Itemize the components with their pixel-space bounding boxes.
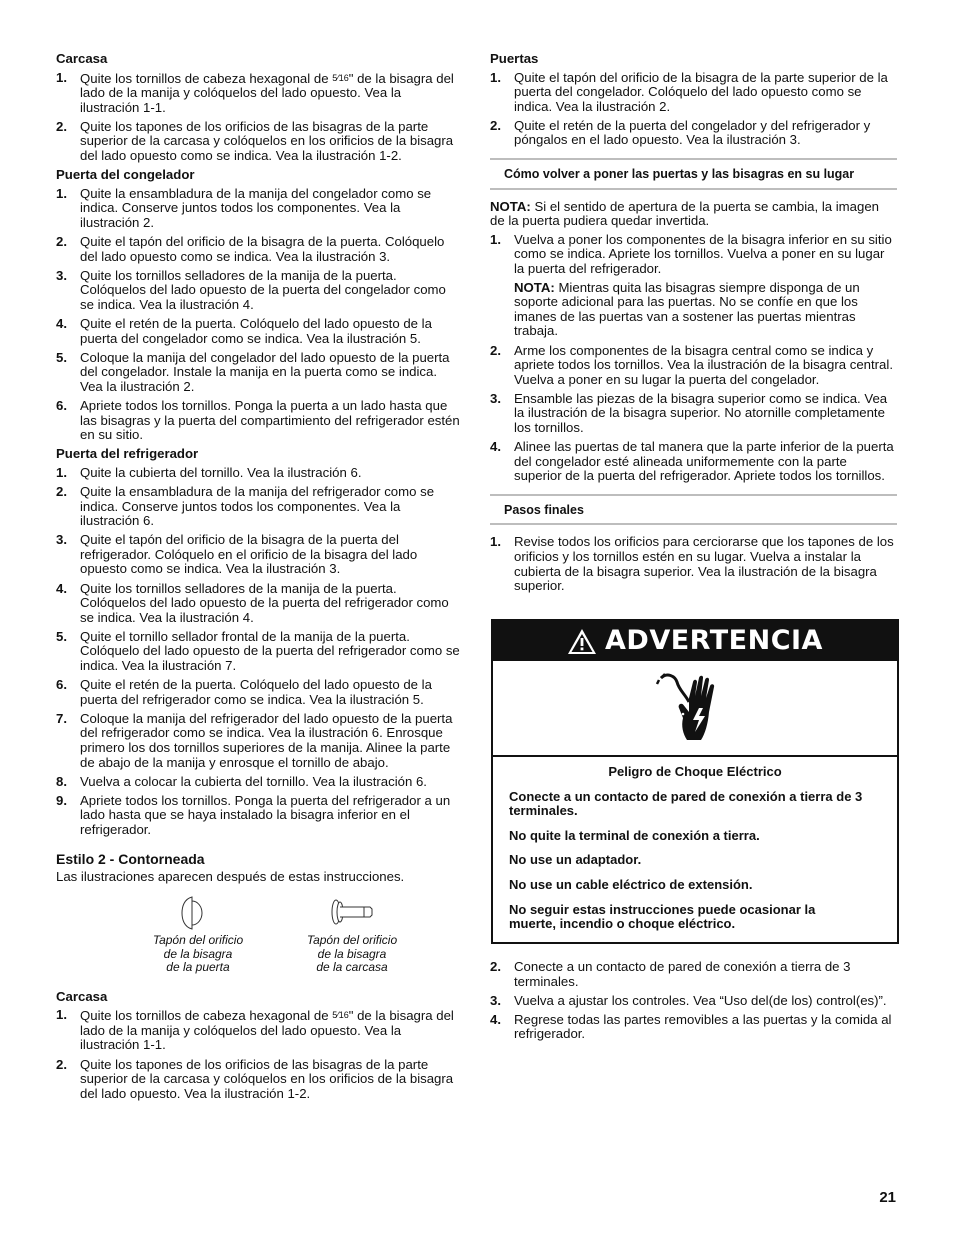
section-heading-carcasa: Carcasa [56,51,108,66]
list-carcasa [56,71,463,164]
list-item: 4. Quite los tornillos selladores de la manija de la puerta. Colóquelos del lado opuesto de la puerta del refrigerador como se indica. Vea la ilustración 4. [56,580,449,625]
list-reinstall [490,233,897,484]
list-item: 8. Vuelva a colocar la cubierta del tornillo. Vea la ilustración 6. [56,773,427,789]
list-puerta-refrigerador [56,466,463,838]
list-item: 6. Quite el retén de la puerta. Colóquelo del lado opuesto de la puerta del refrigerador como se indica. Vea la ilustración 5. [56,677,432,707]
page-number: 21 [879,1189,896,1206]
plug-illustrations [56,895,463,980]
section-heading-puerta-congelador: Puerta del congelador [56,167,195,183]
list-item: 1. Quite los tornillos de cabeza hexagonal de 5⁄16" de la bisagra del lado de la manija y colóquelos del lado opuesto. Vea la ilustración 1-1. [56,1007,454,1053]
left-column [56,52,463,1106]
electric-shock-hand-icon [655,668,735,748]
section-heading-puertas: Puertas [490,51,539,66]
warning-header [493,621,897,661]
list-puerta-congelador [56,187,463,443]
door-plug-icon [178,895,218,931]
list-item: 2. Quite el tapón del orificio de la bisagra de la puerta. Colóquelo del lado opuesto como se indica. Vea la ilustración 3. [56,234,445,264]
warning-title: ADVERTENCIA [605,624,823,656]
list-item: 2. Quite el retén de la puerta del congelador y del refrigerador y póngalos en el lado opuesto. Vea la ilustración 3. [490,117,871,148]
list-item: 3. Vuelva a ajustar los controles. Vea “Uso del(de los) control(es)”. [490,992,887,1008]
section-heading-carcasa-2: Carcasa [56,988,108,1004]
list-final-steps [490,535,897,593]
list-item: 2. Quite la ensambladura de la manija del refrigerador como se indica. Conserve juntos todos los componentes. Vea la ilustración 6. [56,483,435,529]
warning-line: No quite la terminal de conexión a tierra. [509,827,760,843]
list-item: 4. Regrese todas las partes removibles a las puertas y la comida al refrigerador. [490,1011,892,1042]
list-item: 1. Vuelva a poner los componentes de la bisagra inferior en su sitio como se indica. Apriete los tornillos. Vuelva a poner en su lugar la puerta del refrigerador. NOTA: Mientras quita las bisagras siempre disponga de un soporte adicional para las puertas. No se confíe en que los imanes de las puertas van a sostener las puertas mientras trabaja. [490,233,897,339]
warning-line: No use un cable eléctrico de extensión. [509,876,753,892]
list-item: 1. Quite el tapón del orificio de la bisagra de la parte superior de la puerta del congelador. Colóquelo del lado opuesto como se indica. Vea la ilustración 2. [490,69,888,114]
style2-intro: Las ilustraciones aparecen después de estas instrucciones. [56,869,405,885]
section-bar-reinstall: Cómo volver a poner las puertas y las bisagras en su lugar [490,158,897,190]
warning-body [493,757,897,942]
warning-line: Conecte a un contacto de pared de conexión a tierra de 3 terminales. [509,788,863,819]
hazard-title: Peligro de Choque Eléctrico [608,764,782,779]
list-carcasa-2 [56,1008,463,1101]
door-hinge-plug: Tapón del orificio de la bisagra de la puerta [118,895,278,975]
list-item: 3. Quite el tapón del orificio de la bisagra de la puerta del refrigerador. Colóquelo en el orificio de la bisagra del lado opuesto como se indica. Vea la ilustración 3. [56,532,418,577]
warning-line: No use un adaptador. [509,852,642,868]
list-item: 7. Coloque la manija del refrigerador del lado opuesto de la puerta del refrigerador como se indica. Vea la ilustración 6. Enrosque primero los dos tornillos superiores de la manija. Alinee la parte de abajo de la manija y enrosque el tornillo de abajo. [56,710,453,770]
list-item: 2. Conecte a un contacto de pared de conexión a tierra de 3 terminales. [490,959,851,989]
warning-box [491,619,899,944]
fraction: 5⁄16 [332,1010,349,1021]
list-item: 1. Quite la ensambladura de la manija del congelador como se indica. Conserve juntos todos los componentes. Vea la ilustración 2. [56,185,432,230]
post-warning-steps [490,960,897,1046]
list-post-warning [490,960,897,1042]
list-item: 1. Quite la cubierta del tornillo. Vea la ilustración 6. [56,464,362,480]
nota-paragraph: NOTA: Si el sentido de apertura de la puerta se cambia, la imagen de la puerta pudiera quedar invertida. [490,198,879,229]
list-item: 4. Alinee las puertas de tal manera que la parte inferior de la puerta del congelador esté alineada uniformemente con la parte superior de la puerta del refrigerador. Apriete todos los tornillos. [490,439,894,484]
warning-triangle-icon [567,628,597,655]
section-heading-puerta-refrigerador: Puerta del refrigerador [56,446,199,462]
list-item: 5. Quite el tornillo sellador frontal de la manija de la puerta. Colóquelo del lado opuesto de la puerta del refrigerador como se indica. Vea la ilustración 7. [56,628,460,673]
list-item: 3. Quite los tornillos selladores de la manija de la puerta. Colóquelos del lado opuesto de la puerta del congelador como se indica. Vea la ilustración 4. [56,267,446,312]
list-item: 3. Ensamble las piezas de la bisagra superior como se indica. Vea la ilustración de la bisagra superior. No atornille completamente los tornillos. [490,390,888,435]
list-item: 2. Quite los tapones de los orificios de las bisagras de la parte superior de la carcasa y colóquelos en los orificios de la bisagra del lado opuesto como se indica. Vea la ilustración 1-2. [56,118,454,164]
nota-2-paragraph: NOTA: Mientras quita las bisagras siempre disponga de un soporte adicional para las puertas. No se confíe en que los imanes de las puertas van a sostener las puertas mientras trabaja. [514,279,860,339]
list-item: 6. Apriete todos los tornillos. Ponga la puerta a un lado hasta que las bisagras y la puerta del compartimiento del refrigerador estén en su sitio. [56,397,460,443]
list-item: 1. Revise todos los orificios para cerciorarse que los tapones de los orificios y los tornillos estén en su lugar. Vuelva a instalar la cubierta de la bisagra superior. Vea la ilustración de la bisagra superior. [490,534,894,594]
list-item: 9. Apriete todos los tornillos. Ponga la puerta del refrigerador a un lado hasta que se haya instalado la bisagra inferior en el refrigerador. [56,792,451,837]
list-item: 4. Quite el retén de la puerta. Colóquelo del lado opuesto de la puerta del congelador como se indica. Vea la ilustración 5. [56,316,432,346]
list-item: 2. Arme los componentes de la bisagra central como se indica y apriete todos los tornillos. Vea la ilustración de la bisagra central. Vuelva a poner en su lugar la puerta del congelador. [490,342,893,387]
fraction: 5⁄16 [332,72,349,83]
case-plug-icon [328,895,376,931]
warning-icon-area [493,661,897,757]
section-bar-final-steps: Pasos finales [490,494,897,526]
section-heading-estilo-2: Estilo 2 - Contorneada [56,850,205,867]
list-item: 2. Quite los tapones de los orificios de las bisagras de la parte superior de la carcasa y colóquelos en los orificios de la bisagra del lado opuesto. Vea la ilustración 1-2. [56,1056,454,1101]
right-column [490,52,897,598]
list-item: 5. Coloque la manija del congelador del lado opuesto de la puerta del congelador. Instale la manija en la puerta como se indica. Vea la ilustración 2. [56,349,450,394]
list-item: 1. Quite los tornillos de cabeza hexagonal de 5⁄16" de la bisagra del lado de la manija y colóquelos del lado opuesto. Vea la ilustración 1-1. [56,69,454,115]
warning-line: No seguir estas instrucciones puede ocasionar la muerte, incendio o choque eléctrico. [509,901,816,932]
list-puertas [490,71,897,148]
case-hinge-plug: Tapón del orificio de la bisagra de la carcasa [272,895,432,975]
